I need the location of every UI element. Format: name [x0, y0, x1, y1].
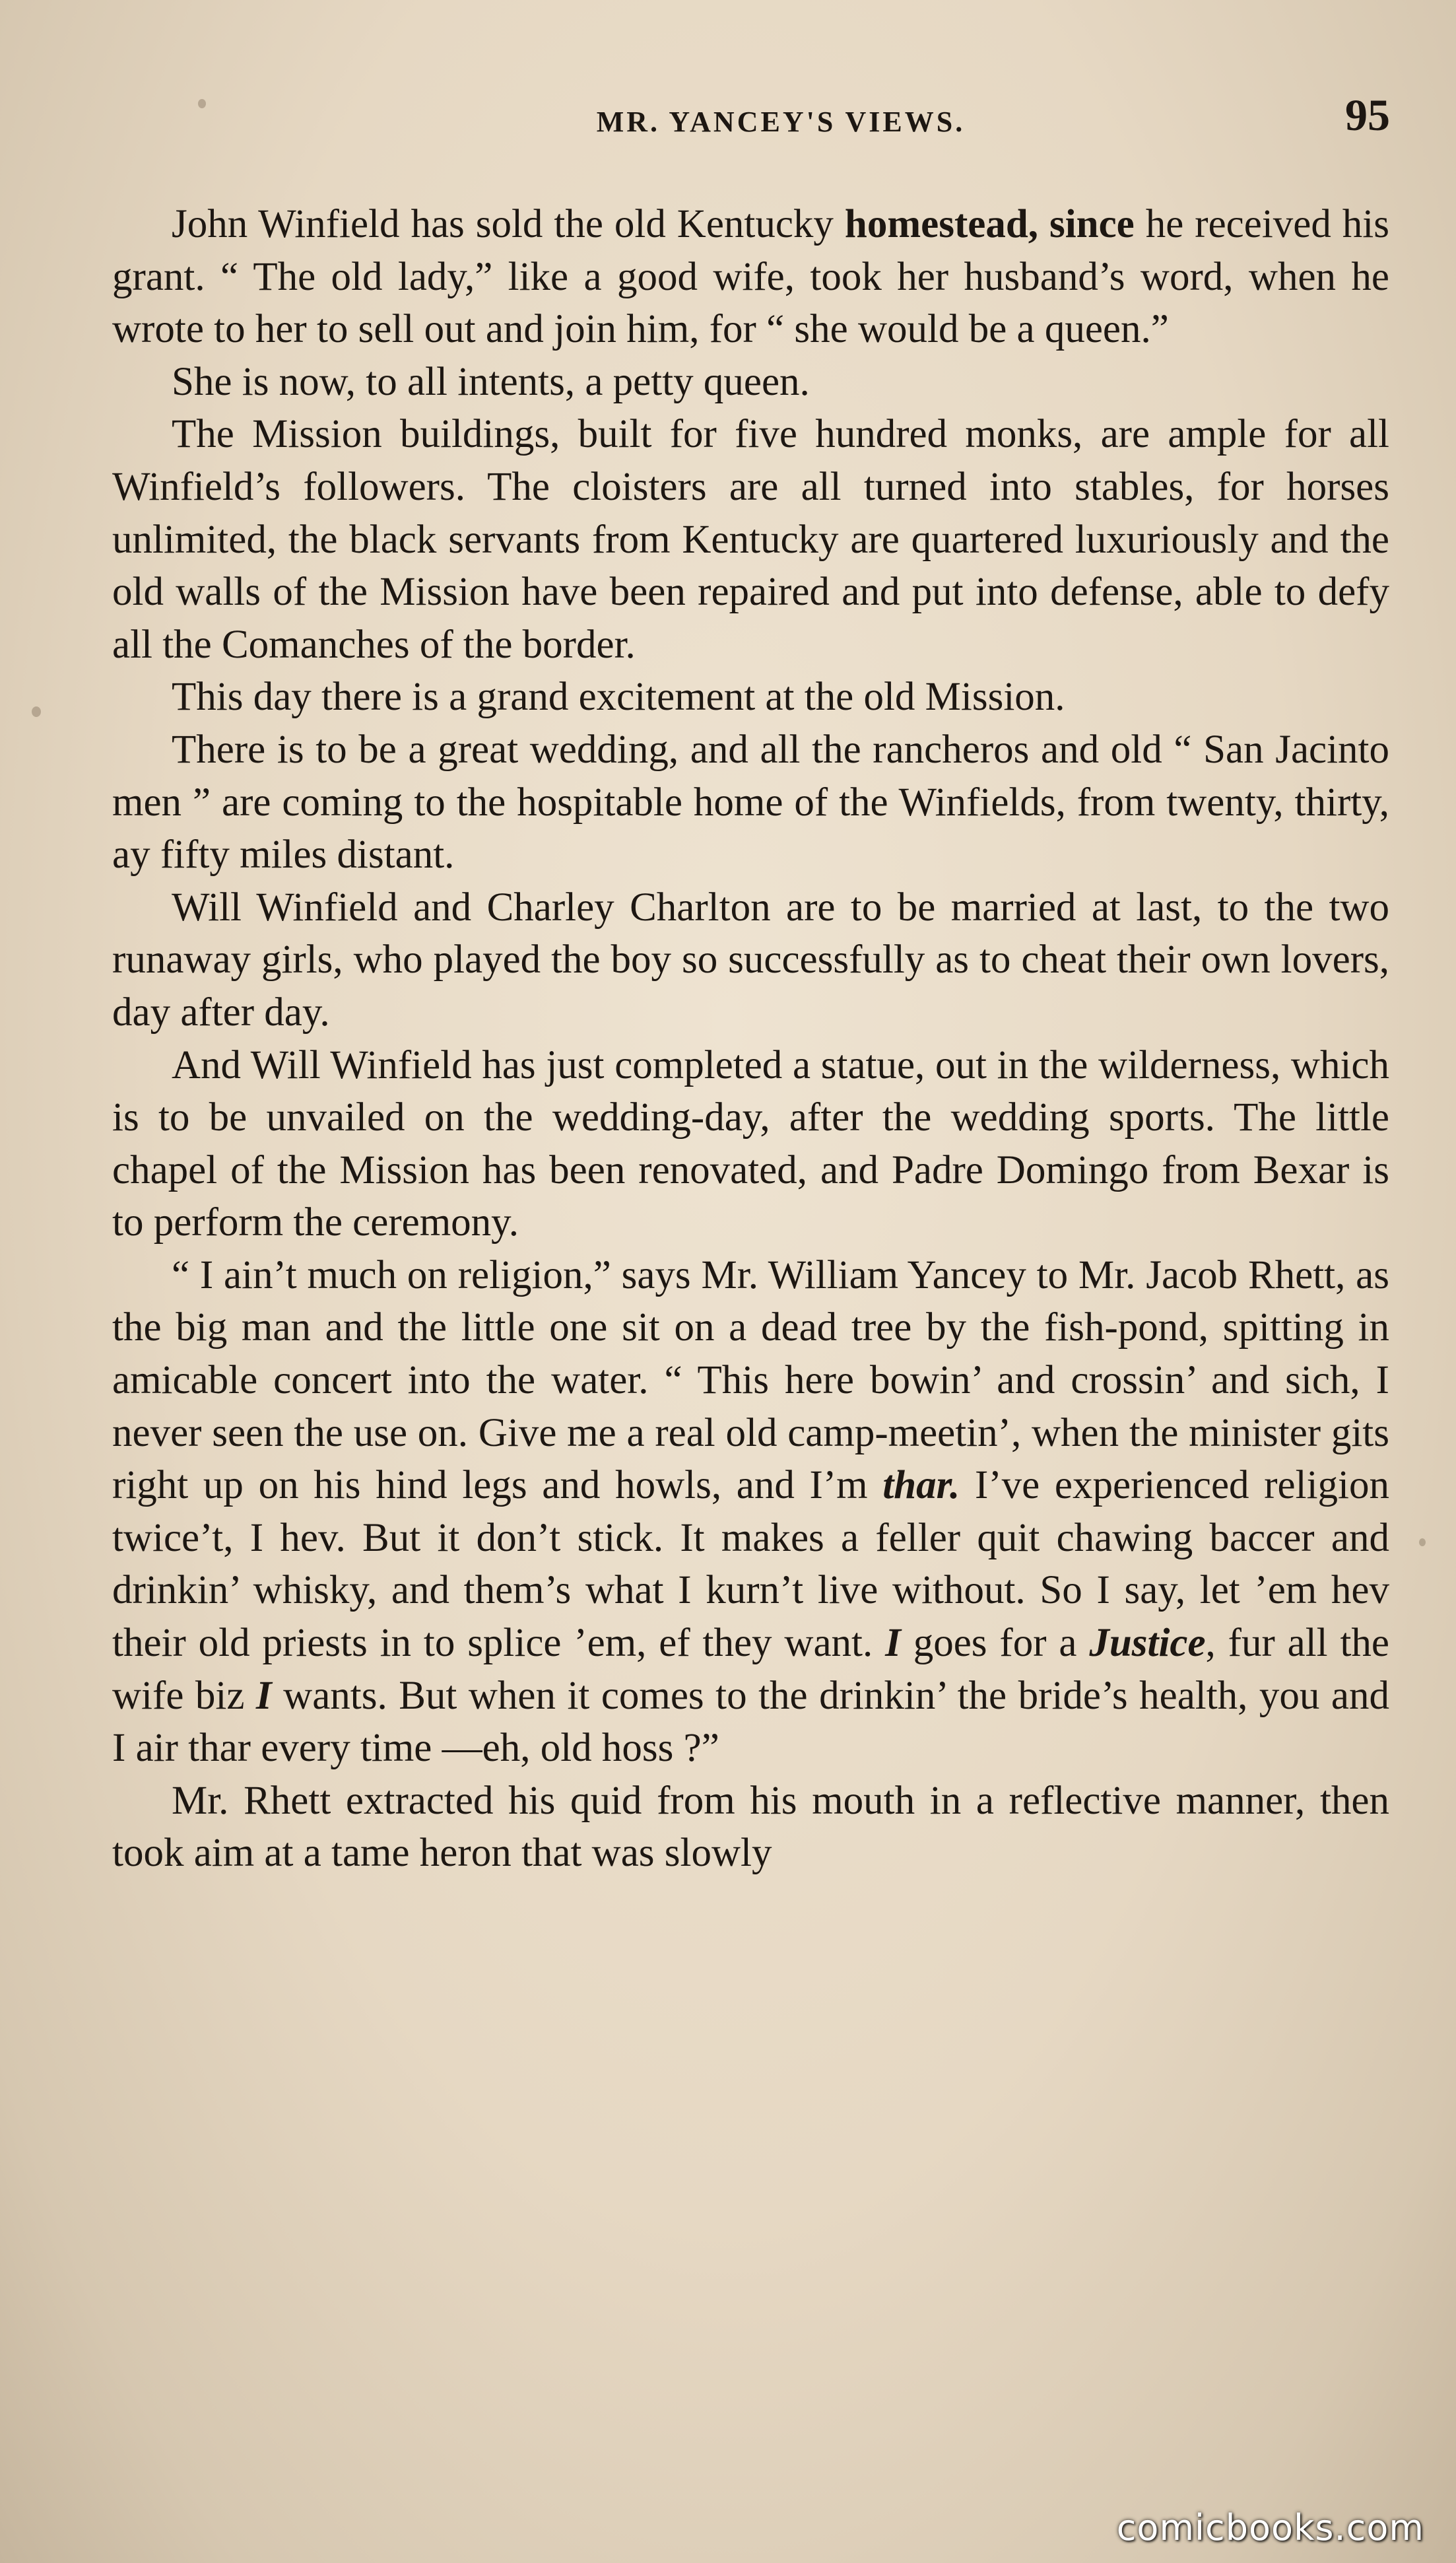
text-run: I’ve experienced religion twice’t, I hev. But it don’t stick. It makes a feller quit chawing baccer and drinkin’ whisky, and them’s what I kurn’t live without. So I say, let ’em hev their old priests in to splice ’em, ef they want. [112, 1463, 1389, 1666]
ink-speck [1419, 1538, 1426, 1546]
text-run: Mr. Rhett extracted his quid from his mouth in a reflective manner, then took aim at a tame heron that was slowly [112, 1778, 1389, 1876]
paragraph [112, 671, 1389, 724]
text-run: This day there is a grand excitement at the old Mission. [172, 675, 1065, 720]
running-title: MR. YANCEY'S VIEWS. [596, 106, 966, 138]
text-run: he received his grant. “ The old lady,” like a good wife, took her husband’s word, when he wrote to her to sell out and join him, for “ she would be a queen.” [112, 202, 1389, 352]
ink-speck [32, 706, 41, 717]
body-text [112, 198, 1389, 1880]
italic-run: I [885, 1621, 901, 1666]
text-run: And Will Winfield has just completed a statue, out in the wilderness, which is to be unvailed on the wedding-day, after the wedding sports. The little chapel of the Mission has been renovated, and Padre Domingo from Bexar is to perform the ceremony. [112, 1042, 1389, 1245]
text-run: The Mission buildings, built for five hundred monks, are ample for all Winfield’s followers. The cloisters are all turned into stables, for horses unlimited, the black servants from Kentucky are quartered luxuriously and the old walls of the Mission have been repaired and put into defense, able to defy all the Comanches of the border. [112, 412, 1389, 667]
text-run: Will Winfield and Charley Charlton are to be married at last, to the two runaway girls, who played the boy so successfully as to cheat their own lovers, day after day. [112, 885, 1389, 1035]
text-run: “ I ain’t much on religion,” says Mr. William Yancey to Mr. Jacob Rhett, as the big man and the little one sit on a dead tree by the fish-pond, spitting in amicable concert into the water. “ This here bowin’ and crossin’ and sich, I never seen the use on. Give me a real old camp-meetin’, when the minister gits right up on his hind legs and howls, and I’m [112, 1252, 1389, 1508]
watermark: comicbooks.com [1116, 2507, 1424, 2548]
italic-run: I [255, 1673, 272, 1718]
text-run: wants. But when it comes to the drinkin’ the bride’s health, you and I air thar every time —eh, old hoss ?” [112, 1673, 1389, 1771]
paragraph [112, 356, 1389, 409]
paragraph [112, 1249, 1389, 1775]
page-number: 95 [1345, 90, 1390, 140]
text-run: , fur all the wife biz [112, 1621, 1390, 1718]
text-run: goes for a [900, 1621, 1090, 1666]
paragraph [112, 881, 1389, 1039]
paragraph [112, 1039, 1389, 1249]
italic-run: thar. [882, 1463, 960, 1508]
paragraph [112, 408, 1389, 671]
paragraph [112, 1775, 1389, 1880]
text-run: She is now, to all intents, a petty queen. [172, 359, 810, 404]
running-head [79, 89, 1390, 149]
italic-run: Justice [1089, 1621, 1206, 1666]
bold-run: homestead, since [844, 202, 1135, 246]
text-run: John Winfield has sold the old Kentucky [172, 202, 845, 246]
text-run: There is to be a great wedding, and all the rancheros and old “ San Jacinto men ” are coming to the hospitable home of the Winfields, from twenty, thirty, ay fifty miles distant. [112, 727, 1389, 877]
paragraph [112, 724, 1389, 881]
paragraph [112, 198, 1389, 356]
